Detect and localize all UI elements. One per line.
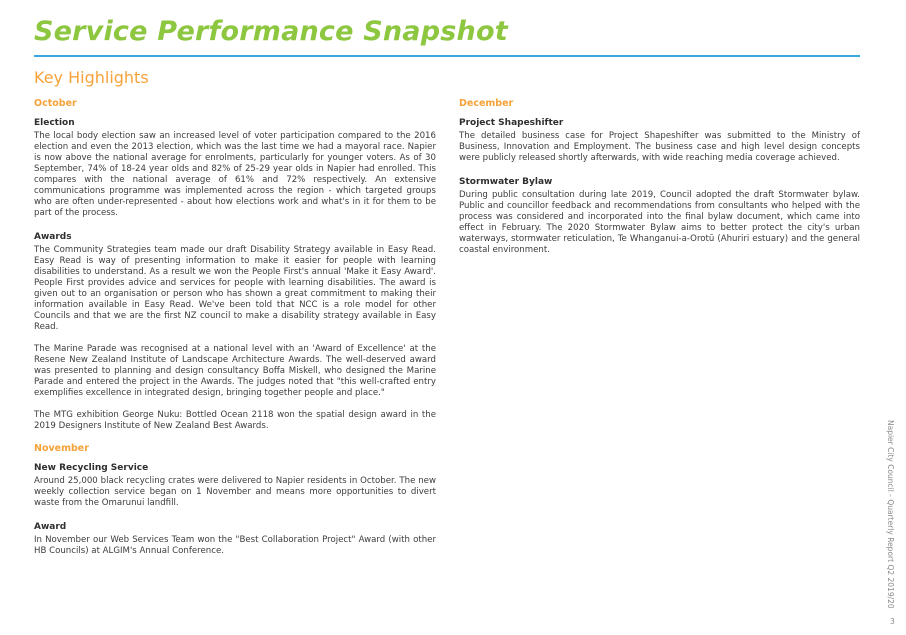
shapeshifter-paragraph: The detailed business case for Project Shapeshifter was submitted to the Ministry of Business, Innovation and Employment. The business case and high level design concepts were publicly released shortly afterwards, with wide reaching media coverage achieved.	[459, 131, 860, 163]
month-heading-october: October	[34, 98, 77, 109]
awards-paragraph-easy-read: The Community Strategies team made our draft Disability Strategy available in Easy Read. Easy Read is way of presenting information to make it easier for people with learning disabilities to understand. As a result we won the People First's annual 'Make it Easy Award'. People First provides advice and services for people with learning disabilities. The award is given out to an organisation or person who has shown a great commitment to making their information available in Easy Read. We've been told that NCC is a role model for other Councils and that we are the first NZ council to make a disability strategy available in Easy Read.	[34, 245, 436, 332]
award-paragraph: In November our Web Services Team won the "Best Collaboration Project" Award (with other HB Councils) at ALGIM's Annual Conference.	[34, 535, 436, 556]
awards-heading: Awards	[34, 232, 72, 242]
month-heading-december: December	[459, 98, 514, 109]
left-column	[34, 98, 436, 568]
recycling-paragraph: Around 25,000 black recycling crates were delivered to Napier residents in October. The new weekly collection service began on 1 November and means more opportunities to divert waste from the Omarunui landfill.	[34, 476, 436, 508]
page-number: 3	[890, 617, 895, 626]
awards-paragraph-marine-parade: The Marine Parade was recognised at a national level with an 'Award of Excellence' at the Resene New Zealand Institute of Landscape Architecture Awards. The well-deserved award was presented to planning and design consultancy Boffa Miskell, who designed the Marine Parade and entered the project in the Awards. The judges noted that "this well-crafted entry exemplifies excellence in integrated design, bringing together people and place."	[34, 344, 436, 398]
title-divider	[34, 55, 860, 57]
stormwater-paragraph: During public consultation during late 2019, Council adopted the draft Stormwater bylaw. Public and councillor feedback and recommendations from consultants who helped with the process was considered and incorporated into the final bylaw document, which came into effect in February. The 2020 Stormwater Bylaw aims to better protect the city's urban waterways, stormwater reticulation, Te Whanganui-a-Orotū (Ahuriri estuary) and the general coastal environment.	[459, 190, 860, 255]
awards-paragraph-mtg: The MTG exhibition George Nuku: Bottled Ocean 2118 won the spatial design award in the 2019 Designers Institute of New Zealand Best Awards.	[34, 410, 436, 431]
report-side-note: Napier City Council - Quarterly Report Q2 2019/20	[886, 420, 895, 609]
election-heading: Election	[34, 118, 75, 128]
stormwater-heading: Stormwater Bylaw	[459, 177, 553, 187]
right-column	[459, 98, 860, 267]
shapeshifter-heading: Project Shapeshifter	[459, 118, 564, 128]
election-paragraph: The local body election saw an increased level of voter participation compared to the 2016 election and even the 2013 election, which was the last time we had a mayoral race. Napier is now above the national average for enrolments, particularly for younger voters. As of 30 September, 74% of 18-24 year olds and 82% of 25-29 year olds in Napier had enrolled. This compares with the national average of 61% and 72% respectively. An extensive communications programme was implemented across the region - which targeted groups who are often under-represented - about how elections work and what's in it for them to be part of the process.	[34, 131, 436, 218]
award-heading: Award	[34, 522, 67, 532]
page-title: Service Performance Snapshot	[34, 16, 508, 47]
month-heading-november: November	[34, 443, 89, 454]
section-subtitle: Key Highlights	[34, 68, 149, 87]
recycling-heading: New Recycling Service	[34, 463, 149, 473]
